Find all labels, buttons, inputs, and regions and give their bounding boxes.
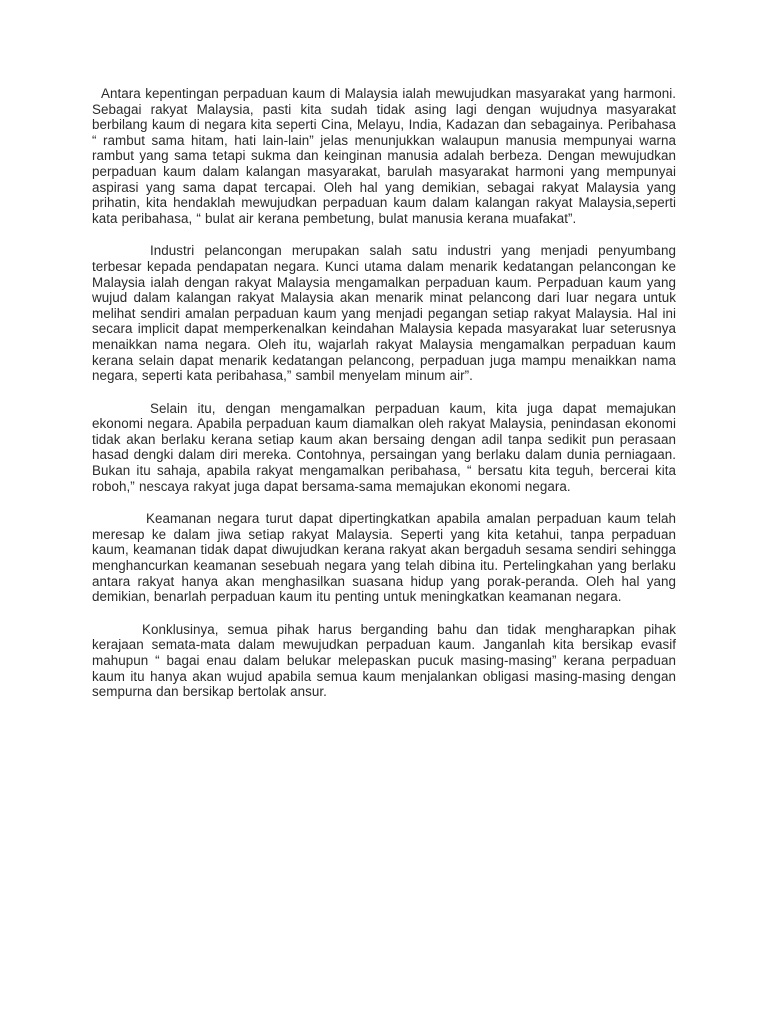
paragraph-konklusi: Konklusinya, semua pihak harus berganding bahu dan tidak mengharapkan pihak kerajaan semata-mata dalam mewujudkan perpaduan kaum. Janganlah kita bersikap evasif mahupun “ bagai enau dalam belukar melepaskan pucuk masing-masing” kerana perpaduan kaum itu hanya akan wujud apabila semua kaum menjalankan obligasi masing-masing dengan sempurna dan bersikap bertolak ansur. xyxy=(92,621,676,700)
paragraph-perpaduan-kaum: Antara kepentingan perpaduan kaum di Malaysia ialah mewujudkan masyarakat yang harmoni. Sebagai rakyat Malaysia, pasti kita sudah tidak asing lagi dengan wujudnya masyarakat berbilang kaum di negara kita seperti Cina, Melayu, India, Kadazan dan sebagainya. Peribahasa “ rambut sama hitam, hati lain-lain” jelas menunjukkan walaupun manusia mempunyai warna rambut yang sama tetapi sukma dan keinginan manusia adalah berbeza. Dengan mewujudkan perpaduan kaum dalam kalangan masyarakat, barulah masyarakat harmoni yang mempunyai aspirasi yang sama dapat tercapai. Oleh hal yang demikian, sebagai rakyat Malaysia yang prihatin, kita hendaklah mewujudkan perpaduan kaum dalam kalangan rakyat Malaysia,seperti kata peribahasa, “ bulat air kerana pembetung, bulat manusia kerana muafakat”. xyxy=(92,86,676,226)
paragraph-pelancongan: Industri pelancongan merupakan salah satu industri yang menjadi penyumbang terbesar kepada pendapatan negara. Kunci utama dalam menarik kedatangan pelancongan ke Malaysia ialah dengan rakyat Malaysia mengamalkan perpaduan kaum. Perpaduan kaum yang wujud dalam kalangan rakyat Malaysia akan menarik minat pelancong dari luar negara untuk melihat sendiri amalan perpaduan kaum yang menjadi pegangan setiap rakyat Malaysia. Hal ini secara implicit dapat memperkenalkan keindahan Malaysia kepada masyarakat luar seterusnya menaikkan nama negara. Oleh itu, wajarlah rakyat Malaysia mengamalkan perpaduan kaum kerana selain dapat menarik kedatangan pelancong, perpaduan juga mampu menaikkan nama negara, seperti kata peribahasa,” sambil menyelam minum air”. xyxy=(92,243,676,384)
paragraph-keamanan: Keamanan negara turut dapat dipertingkatkan apabila amalan perpaduan kaum telah meresap ke dalam jiwa setiap rakyat Malaysia. Seperti yang kita ketahui, tanpa perpaduan kaum, keamanan tidak dapat diwujudkan kerana rakyat akan bergaduh sesama sendiri sehingga menghancurkan keamanan sesebuah negara yang telah dibina itu. Pertelingkahan yang berlaku antara rakyat hanya akan menghasilkan suasana hidup yang porak-peranda. Oleh hal yang demikian, benarlah perpaduan kaum itu penting untuk meningkatkan keamanan negara. xyxy=(92,511,676,605)
paragraph-ekonomi: Selain itu, dengan mengamalkan perpaduan kaum, kita juga dapat memajukan ekonomi negara. Apabila perpaduan kaum diamalkan oleh rakyat Malaysia, penindasan ekonomi tidak akan berlaku kerana setiap kaum akan bersaing dengan adil tanpa sedikit pun perasaan hasad dengki dalam diri mereka. Contohnya, persaingan yang berlaku dalam dunia perniagaan. Bukan itu sahaja, apabila rakyat mengamalkan peribahasa, “ bersatu kita teguh, bercerai kita roboh,” nescaya rakyat juga dapat bersama-sama memajukan ekonomi negara. xyxy=(92,400,676,494)
essay-body xyxy=(92,86,676,717)
